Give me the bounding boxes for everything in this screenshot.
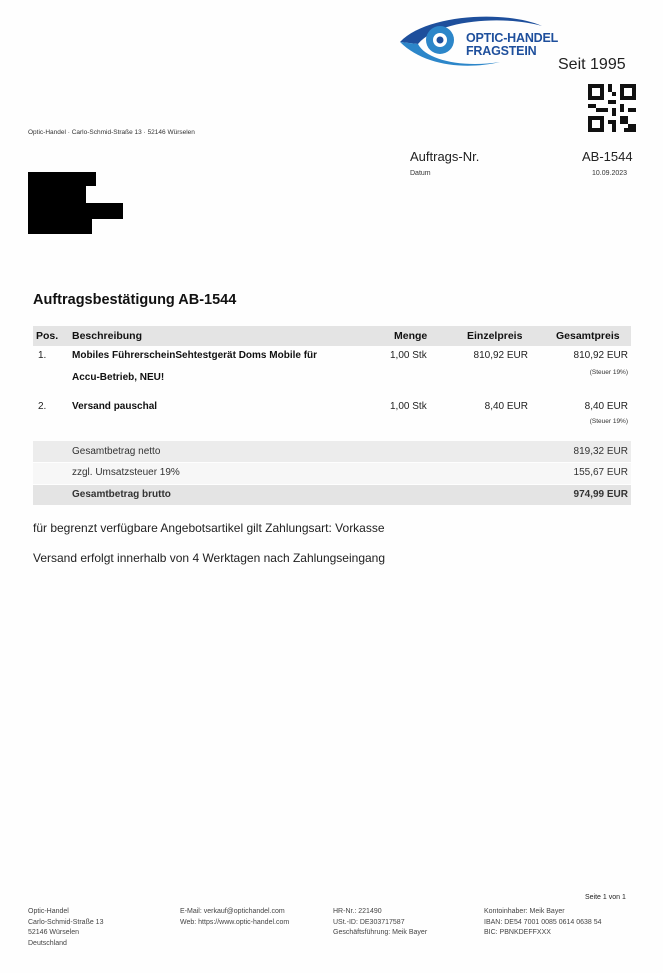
row1-unit-price: 810,92 EUR (473, 350, 528, 361)
redacted-block (28, 218, 92, 234)
logo-line2: FRAGSTEIN (466, 44, 537, 58)
footer-line: BIC: PBNKDEFFXXX (484, 929, 551, 936)
row2-tax-note: (Steuer 19%) (589, 418, 628, 425)
date-value: 10.09.2023 (592, 170, 628, 177)
order-number: AB-1544 (582, 149, 633, 164)
footer-line: Deutschland (28, 939, 67, 947)
footer-line: Geschäftsführung: Meik Bayer (333, 929, 428, 936)
header-quantity: Menge (394, 330, 428, 342)
footer-register (333, 907, 427, 939)
header-description: Beschreibung (72, 330, 143, 342)
row1-pos: 1. (38, 350, 47, 361)
payment-note: für begrenzt verfügbare Angebotsartikel gilt Zahlungsart: Vorkasse (33, 521, 385, 535)
footer-address (28, 907, 103, 949)
row1-quantity: 1,00 Stk (390, 350, 427, 361)
row2-unit-price: 8,40 EUR (484, 401, 528, 412)
net-total-value: 819,32 EUR (573, 446, 628, 457)
logo-text (466, 32, 558, 58)
redacted-block (28, 172, 96, 186)
row2-quantity: 1,00 Stk (390, 401, 427, 412)
row2-pos: 2. (38, 401, 47, 412)
footer-contact (180, 907, 289, 928)
header-total-price: Gesamtpreis (556, 330, 620, 342)
vat-label: zzgl. Umsatzsteuer 19% (72, 467, 180, 478)
vat-value: 155,67 EUR (573, 467, 628, 478)
footer-email: E-Mail: verkauf@optichandel.com (180, 908, 285, 915)
order-number-label: Auftrags-Nr. (410, 149, 480, 164)
footer-line: Carlo-Schmid-Straße 13 (28, 918, 104, 926)
row1-description-line2: Accu-Betrieb, NEU! (72, 372, 165, 383)
shipping-note: Versand erfolgt innerhalb von 4 Werktagen nach Zahlungseingang (33, 551, 386, 565)
row1-tax-note: (Steuer 19%) (589, 369, 628, 376)
footer-line: 52146 Würselen (28, 929, 79, 936)
gross-total-value: 974,99 EUR (573, 489, 628, 500)
date-label: Datum (410, 170, 431, 177)
row1-total-price: 810,92 EUR (573, 350, 628, 361)
footer-line: Optic-Handel (28, 908, 69, 915)
footer-line: HR-Nr.: 221490 (333, 908, 382, 915)
row2-description: Versand pauschal (72, 401, 158, 412)
net-total-label: Gesamtbetrag netto (72, 446, 161, 457)
footer-bank (484, 907, 602, 939)
page-number: Seite 1 von 1 (585, 894, 626, 901)
footer-line: Kontoinhaber: Meik Bayer (484, 908, 565, 915)
qr-code-icon (588, 84, 636, 132)
redacted-block (28, 186, 86, 204)
logo-line1: OPTIC-HANDEL (466, 31, 559, 45)
row2-total-price: 8,40 EUR (584, 401, 628, 412)
footer-web: Web: https://www.optic-handel.com (180, 918, 290, 926)
document-title: Auftragsbestätigung AB-1544 (33, 292, 237, 308)
footer-line: USt.-ID: DE303717587 (333, 918, 405, 926)
header-pos: Pos. (36, 330, 59, 342)
redacted-block (28, 203, 123, 219)
header-unit-price: Einzelpreis (467, 330, 523, 342)
gross-total-label: Gesamtbetrag brutto (72, 489, 171, 500)
footer-line: IBAN: DE54 7001 0085 0614 0638 54 (484, 918, 602, 926)
row1-description-line1: Mobiles FührerscheinSehtestgerät Doms Mobile für (72, 350, 318, 361)
since-label: Seit 1995 (558, 56, 626, 73)
sender-line: Optic-Handel · Carlo-Schmid-Straße 13 · 52146 Würselen (28, 129, 195, 136)
